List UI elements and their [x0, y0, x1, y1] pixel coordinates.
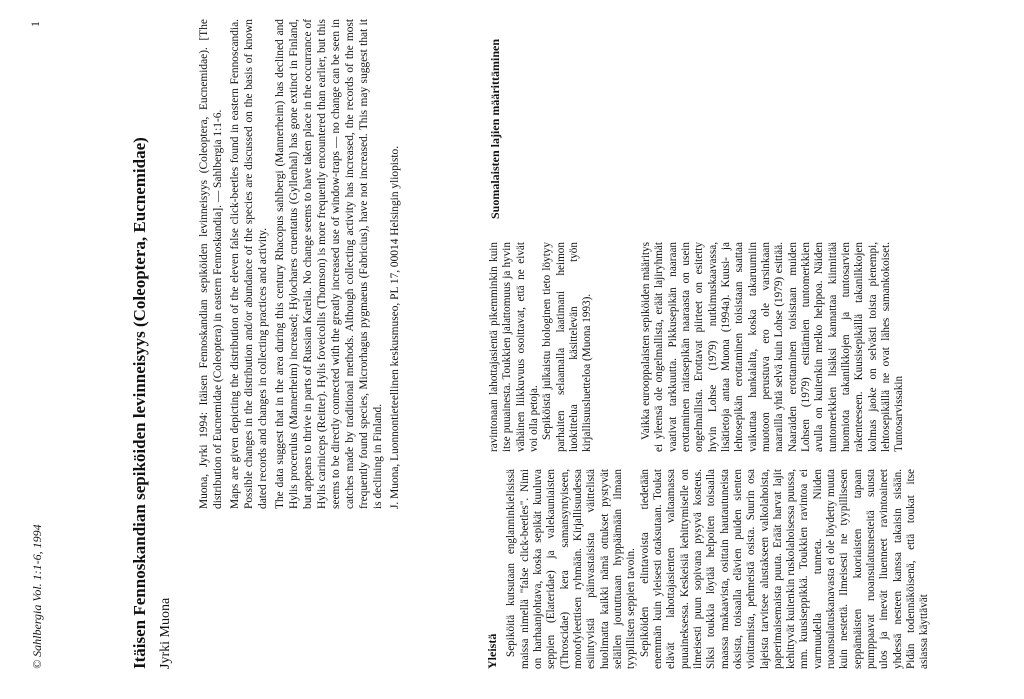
column-identification	[640, 242, 907, 452]
body-paragraph: Sepiköiden elintavoista tiedetään enemmän kuin yleisesti otaksutaan. Toukat elävät lahottajasienten valtaamassa puuaineksessa. Keskeisiä kehittymiselle on ilmeisesti puun sopivana pysyvä kosteus. Siksi toukkia löytää helpoiten toisaalla maassa makaavista, osittain hautautuneista oksista, toisaalla elävien puiden sienten vioittamista, pehmeistä osista. Suurin osa lajeista tarvitsee alustakseen valkolahoista, paperimaisemaista puuta. Eräät harvat lajit kehittyvät kuitenkin ruskolahoisessa puussa, mm. kuusiseppikkä. Toukkien ravintoa ei varmuudella tunneta. Niiden ruoansulatuskanavasta ei ole löydetty muuta kuin nestettä. Ilmeisesti ne tyypillisesen seppämäisten kuoriaisten tapaan pumppaavat ruoansulatusnesteitä suusta ulos ja imevät liuenneet ravintoaineet yhdessä nesteen kanssa takaisin sisään. Pidän todennäköisenä, että toukat itse asiassa käyttävät	[638, 469, 931, 669]
author-address: J. Muona, Luonnontieteellinen keskusmuseo, PL 17, 00014 Helsingin yliopisto.	[388, 145, 401, 509]
abstract-paragraph: The data suggest that in the area during this century Rhacopus sahlbergi (Mannerheim) has declined and Hylis procerulus (Mannerheim) increased; Hylochares cruentatus (Gyllenhal) has gone extinct in Finland, but appears to thrive in parts of Russian Karelia. No change seems to have taken place in the occurrance of Hylis cariniceps (Reitter). Hylis foveicollis (Thomson) is more frequently encountered than earlier, but this seems to be directly connected with the greatly increased use of window-traps — no change can be seen in catches made by traditional methods. Although collecting activity has increased, the records of the most frequently found species, Microrhagus pygmaeus (Fabricius), have not increased. This may suggest that it is declining in Finland.	[273, 19, 384, 509]
body-paragraph: Sepiköistä julkaistu biologinen tieto löytyy parhaiten selaamalla laatimani heimon luokittelua käsittelevän työn kirjallisuusluetteloa (Muona 1993).	[541, 242, 594, 452]
article-title: Itäisen Fennoskandian sepiköiden levinneisyys (Coleoptera, Eucnemidae)	[130, 137, 149, 669]
column-intro	[485, 469, 932, 669]
section-heading-yleista: Yleistä	[485, 633, 499, 669]
abstract-citation: Muona, Jyrki 1994: Itäisen Fennoskandian sepiköiden levinneisyys (Coleoptera, Eucnemidae). [The distribution of Eucnemidae (Coleoptera) in eastern Fennoskandia]. — Sahlbergia 1:1-6.	[198, 19, 224, 509]
page-number: 1	[28, 21, 42, 27]
article-author: Jyrki Muona	[158, 597, 173, 669]
column-continued	[488, 242, 595, 452]
journal-header: © Sahlbergia Vol. 1:1-6, 1994	[30, 524, 44, 669]
body-paragraph: Vaikka eurooppalaisten sepiköiden määritys ei yleensä ole ongelmallista, eräät lajiryhmät vaativat tarkkuutta. Pikkusepikän naaraan erottaminen raitasepikän naaraasta on usein ongelmallista. Erottavat piirteet on esitetty hyvin Lohse (1979) nutkimuskaavassa, lisätietoja antaa Muona (1994a). Kuusi- ja lehtosepikän erottaminen toisistaan saattaa vaikuttaa hankalalta, koska takaruumiin muotoon perustuva ero ole varsinkaan naarailla yhtä selvä kuin Lohse (1979) esittää. Naaraiden erottaminen toisistaan muiden Lohsen (1979) esittämien tuntomerkkien avulla on kuitenkin melko helppoa. Näiden tuntomerkkien lisäksi kannattaa kiinnittää huomiota takanilkkojen ja tuntosarvien rakenteeseen. Kuusisepikällä takanilkkojen kolmas jaoke on selvästi toista pienempi, lehtosepikällä ne ovat lähes samankokoiset. Tuntosarvissakin	[640, 242, 906, 452]
section-heading-maarittaminen: Suomalaisten lajien määrittäminen	[488, 39, 502, 219]
body-paragraph: ravintonaan lahottajasientä pikemminkin kuin itse puuainesta. Toukkien jalattomuus ja hyvin vähäinen liikkuvuus osoittavat, että ne eivät voi olla petoja.	[488, 242, 540, 452]
body-paragraph: Sepiköitä kutsutaan englanninkielisissä maissa nimellä "false click-beetles". Nimi on harhaanjohtava, koska sepikät kuuluva seppien (Elateridae) ja valekauniaisten (Throscidae) kera samansyntyiseen, monofyleettisen ryhmään. Kirjallisuudessa esiintyvistä päinvastaisista väittelistä huolimatta kaikki nämä ottukset pystyvät selällen joututtuaan hyppäämään ilmaan tyypillisten seppien tavoin.	[505, 469, 638, 669]
abstract	[198, 19, 406, 509]
abstract-paragraph: Maps are given depicting the distribution of the eleven false click-beetles found in eastern Fennoscandia. Possible changes in the distribution and/or abundance of the species are discussed on the basis of known dated records and changes in collecting practices and activity.	[228, 19, 269, 509]
